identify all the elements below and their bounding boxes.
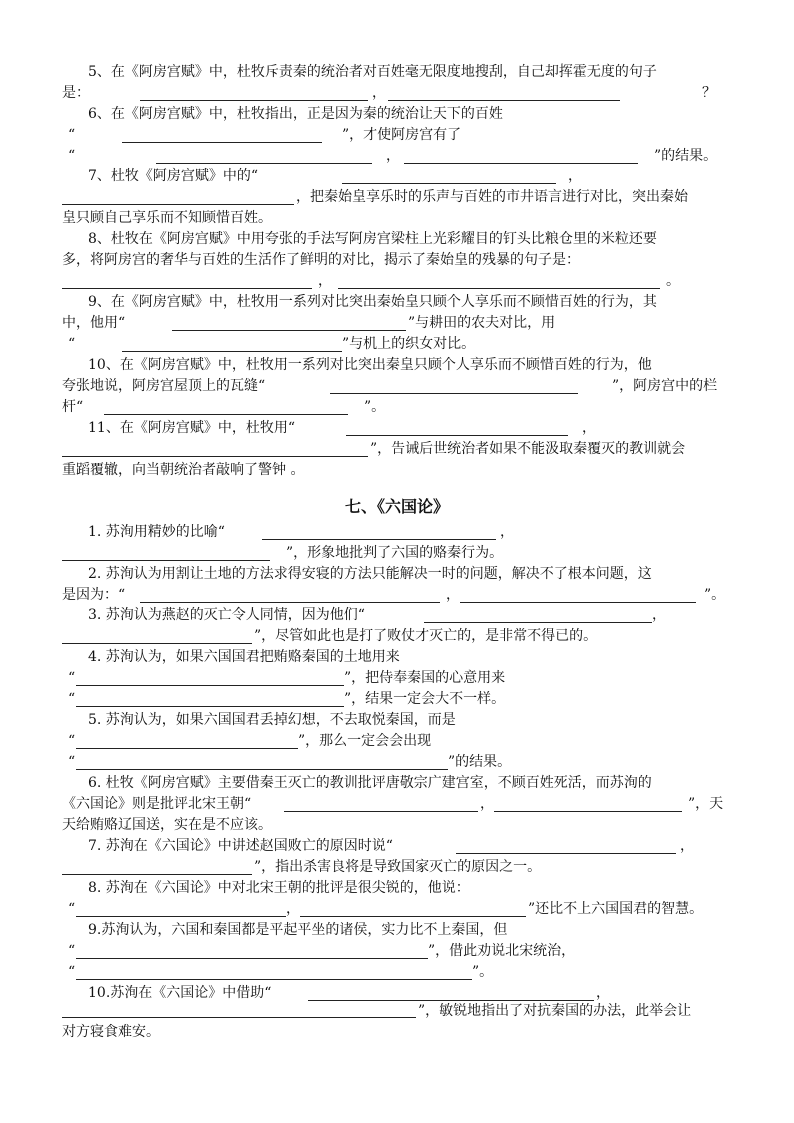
- answer-blank[interactable]: [62, 204, 294, 205]
- question-text: ”，尽管如此也是打了败仗才灭亡的，是非常不得已的。: [254, 628, 598, 644]
- answer-blank[interactable]: [404, 163, 638, 164]
- answer-blank[interactable]: [122, 351, 342, 352]
- punctuation: ，: [318, 273, 332, 289]
- punctuation: “: [68, 691, 76, 707]
- punctuation: “: [68, 148, 76, 164]
- question-text: ”，那么一定会会出现: [298, 733, 432, 749]
- question-text: 是：: [62, 85, 90, 101]
- question-text: ”，把侍奉秦国的心意用来: [344, 670, 506, 686]
- answer-blank[interactable]: [346, 435, 568, 436]
- question-text: 6、在《阿房宫赋》中，杜牧指出，正是因为秦的统治让天下的百姓: [88, 106, 503, 122]
- punctuation: ，: [568, 168, 582, 184]
- punctuation: “: [68, 127, 76, 143]
- punctuation: “: [68, 901, 76, 917]
- answer-blank[interactable]: [104, 414, 348, 415]
- answer-blank[interactable]: [172, 330, 406, 331]
- question-text: 8. 苏洵在《六国论》中对北宋王朝的批评是很尖锐的，他说：: [88, 880, 470, 896]
- question-text: 《六国论》则是批评北宋王朝“: [62, 796, 252, 812]
- punctuation: ，: [680, 838, 694, 854]
- answer-blank[interactable]: [76, 706, 344, 707]
- question-text: ”，才使阿房宫有了: [342, 127, 462, 143]
- answer-blank[interactable]: [76, 958, 428, 959]
- question-text: ”，形象地批判了六国的赂秦行为。: [286, 545, 504, 561]
- question-text: 杆“: [62, 399, 84, 415]
- answer-blank[interactable]: [122, 142, 322, 143]
- punctuation: ，: [480, 796, 494, 812]
- answer-blank[interactable]: [62, 1017, 416, 1018]
- answer-blank[interactable]: [330, 393, 578, 394]
- punctuation: “: [68, 670, 76, 686]
- punctuation: ”。: [364, 399, 386, 415]
- question-text: ”，敏锐地指出了对抗秦国的办法，此举会让: [418, 1003, 692, 1019]
- question-text: 多，将阿房宫的奢华与百姓的生活作了鲜明的对比，揭示了秦始皇的残暴的句子是：: [62, 252, 580, 268]
- punctuation: ，: [500, 524, 514, 540]
- punctuation: ，: [446, 587, 460, 603]
- answer-blank[interactable]: [62, 643, 252, 644]
- question-text: 6. 杜牧《阿房宫赋》主要借秦王灭亡的教训批评唐敬宗广建宫室，不顾百姓死活，而苏洵的: [88, 775, 652, 791]
- question-text: 5. 苏洵认为，如果六国国君丢掉幻想，不去取悦秦国，而是: [88, 712, 456, 728]
- question-text: ”的结果。: [654, 148, 718, 164]
- answer-blank[interactable]: [76, 769, 448, 770]
- question-text: 3. 苏洵认为燕赵的灭亡令人同情，因为他们“: [88, 607, 365, 623]
- question-text: ”，借此劝说北宋统治，: [428, 943, 576, 959]
- question-text: 10.苏洵在《六国论》中借助“: [88, 985, 272, 1001]
- answer-blank[interactable]: [62, 874, 252, 875]
- answer-blank[interactable]: [456, 853, 676, 854]
- question-text: ”，阿房宫中的栏: [612, 378, 718, 394]
- answer-blank[interactable]: [262, 539, 496, 540]
- punctuation: “: [68, 943, 76, 959]
- question-text: 天给贿赂辽国送，实在是不应该。: [62, 817, 272, 833]
- question-text: 1. 苏洵用精妙的比喻“: [88, 524, 225, 540]
- answer-blank[interactable]: [62, 456, 368, 457]
- question-text: ”，结果一定会大不一样。: [344, 691, 506, 707]
- question-text: ”，告诫后世统治者如果不能汲取秦覆灭的教训就会: [370, 441, 686, 457]
- question-text: ”还比不上六国国君的智慧。: [528, 901, 704, 917]
- punctuation: ”。: [472, 964, 494, 980]
- answer-blank[interactable]: [62, 560, 270, 561]
- punctuation: “: [68, 754, 76, 770]
- question-text: 夸张地说，阿房宫屋顶上的瓦缝“: [62, 378, 266, 394]
- answer-blank[interactable]: [140, 100, 368, 101]
- answer-blank[interactable]: [76, 916, 286, 917]
- answer-blank[interactable]: [494, 811, 682, 812]
- punctuation: ？: [702, 85, 716, 101]
- punctuation: ，: [286, 901, 300, 917]
- question-text: 5、在《阿房宫赋》中，杜牧斥责秦的统治者对百姓毫无限度地搜刮，自己却挥霍无度的句子: [88, 64, 657, 80]
- question-text: 皇只顾自己享乐而不知顾惜百姓。: [62, 210, 272, 226]
- answer-blank[interactable]: [156, 163, 372, 164]
- answer-blank[interactable]: [338, 288, 660, 289]
- question-text: 9、在《阿房宫赋》中，杜牧用一系列对比突出秦始皇只顾个人享乐而不顾惜百姓的行为，其: [88, 294, 657, 310]
- question-text: 2. 苏洵认为用割让土地的方法求得安寝的方法只能解决一时的问题，解决不了根本问题，这: [88, 566, 652, 582]
- question-text: 是因为：“: [62, 587, 126, 603]
- answer-blank[interactable]: [76, 979, 472, 980]
- answer-blank[interactable]: [76, 685, 344, 686]
- punctuation: 。: [666, 273, 680, 289]
- punctuation: “: [68, 733, 76, 749]
- punctuation: ，: [582, 420, 596, 436]
- question-text: 9.苏洵认为，六国和秦国都是平起平坐的诸侯，实力比不上秦国，但: [88, 922, 508, 938]
- question-text: 8、杜牧在《阿房宫赋》中用夸张的手法写阿房宫梁柱上光彩耀目的钉头比粮仓里的米粒还要: [88, 231, 657, 247]
- answer-blank[interactable]: [284, 811, 478, 812]
- question-text: 7、杜牧《阿房宫赋》中的“: [88, 168, 259, 184]
- punctuation: “: [68, 336, 76, 352]
- punctuation: ，: [596, 985, 610, 1001]
- answer-blank[interactable]: [300, 916, 526, 917]
- punctuation: ”。: [704, 587, 726, 603]
- question-text: ”与机上的织女对比。: [342, 336, 476, 352]
- question-text: 11、在《阿房宫赋》中，杜牧用“: [88, 420, 295, 436]
- question-text: ”与耕田的农夫对比，用: [408, 315, 556, 331]
- punctuation: ，: [372, 85, 386, 101]
- answer-blank[interactable]: [76, 748, 298, 749]
- answer-blank[interactable]: [62, 288, 312, 289]
- question-text: ”，指出杀害良将是导致国家灭亡的原因之一。: [254, 859, 542, 875]
- answer-blank[interactable]: [424, 622, 652, 623]
- punctuation: ”，天: [688, 796, 724, 812]
- question-text: ，把秦始皇享乐时的乐声与百姓的市井语言进行对比，突出秦始: [296, 189, 688, 205]
- punctuation: ，: [386, 148, 400, 164]
- section-heading: 七、《六国论》: [344, 497, 449, 516]
- question-text: 10、在《阿房宫赋》中，杜牧用一系列对比突出秦皇只顾个人享乐而不顾惜百姓的行为，他: [88, 357, 652, 373]
- punctuation: ，: [652, 607, 666, 623]
- question-text: 中，他用“: [62, 315, 126, 331]
- question-text: 重蹈覆辙，向当朝统治者敲响了警钟 。: [62, 462, 305, 478]
- answer-blank[interactable]: [342, 183, 556, 184]
- answer-blank[interactable]: [388, 100, 620, 101]
- answer-blank[interactable]: [140, 602, 440, 603]
- question-text: 对方寝食难安。: [62, 1024, 160, 1040]
- question-text: 7. 苏洵在《六国论》中讲述赵国败亡的原因时说“: [88, 838, 393, 854]
- question-text: 4. 苏洵认为，如果六国国君把贿赂秦国的土地用来: [88, 649, 400, 665]
- punctuation: “: [68, 964, 76, 980]
- question-text: ”的结果。: [448, 754, 512, 770]
- answer-blank[interactable]: [460, 602, 696, 603]
